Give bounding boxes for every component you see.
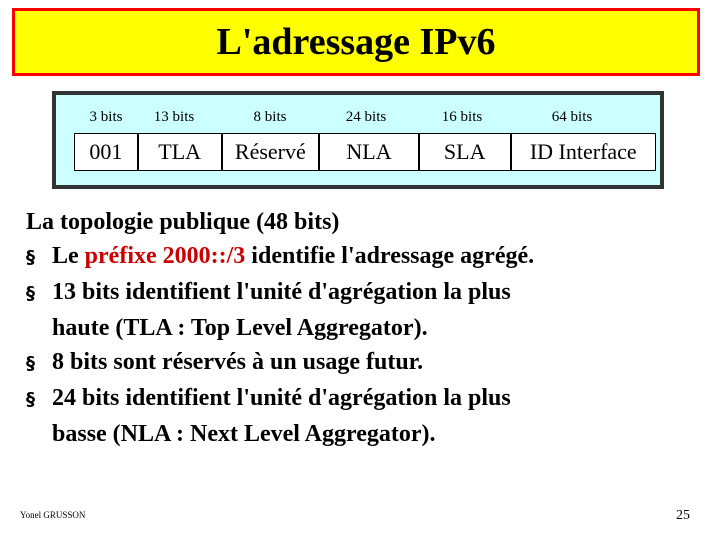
bullet-text: 8 bits sont réservés à un usage futur. xyxy=(52,349,424,375)
field-prefix: 001 xyxy=(75,134,139,170)
bullet-item xyxy=(26,275,716,311)
bullet-item xyxy=(26,381,716,417)
bullet-text: identifie l'adressage agrégé. xyxy=(245,243,535,269)
field-interface-id: ID Interface xyxy=(529,139,637,164)
bullet-continuation: haute (TLA : Top Level Aggregator). xyxy=(52,315,428,341)
bits-label-sla: 16 bits xyxy=(441,109,483,125)
bits-label-interface: 64 bits xyxy=(551,109,593,125)
bits-label-reserve: 8 bits xyxy=(253,109,287,125)
bits-label-tla: 13 bits xyxy=(153,109,195,125)
address-format-diagram xyxy=(52,91,664,189)
bullet-text: Le xyxy=(52,243,85,269)
prefix-highlight: préfixe 2000::/3 xyxy=(84,243,246,269)
heading-line: La topologie publique (48 bits) xyxy=(26,209,340,235)
bullet-marker: § xyxy=(26,389,35,410)
bullet-item xyxy=(26,239,716,275)
slide-body xyxy=(26,205,716,451)
bullet-marker: § xyxy=(26,247,35,268)
field-nla: NLA xyxy=(320,134,420,170)
bullet-marker: § xyxy=(26,283,35,304)
slide-title: L'adressage IPv6 xyxy=(216,21,496,63)
bullet-item xyxy=(26,345,716,381)
bits-label-nla: 24 bits xyxy=(345,109,387,125)
bullet-marker: § xyxy=(26,353,35,374)
bullet-text: 13 bits identifient l'unité d'agrégation la plus xyxy=(52,279,511,305)
bullet-text: 24 bits identifient l'unité d'agrégation la plus xyxy=(52,385,511,411)
bits-label-prefix: 3 bits xyxy=(89,109,123,125)
title-bar xyxy=(12,8,700,76)
field-reserve: Réservé xyxy=(223,134,321,170)
field-sla: SLA xyxy=(420,134,512,170)
field-tla: TLA xyxy=(139,134,223,170)
footer-author: Yonel GRUSSON xyxy=(20,510,86,520)
page-number: 25 xyxy=(676,508,690,523)
bullet-continuation: basse (NLA : Next Level Aggregator). xyxy=(52,421,436,447)
address-field-row xyxy=(74,133,656,171)
